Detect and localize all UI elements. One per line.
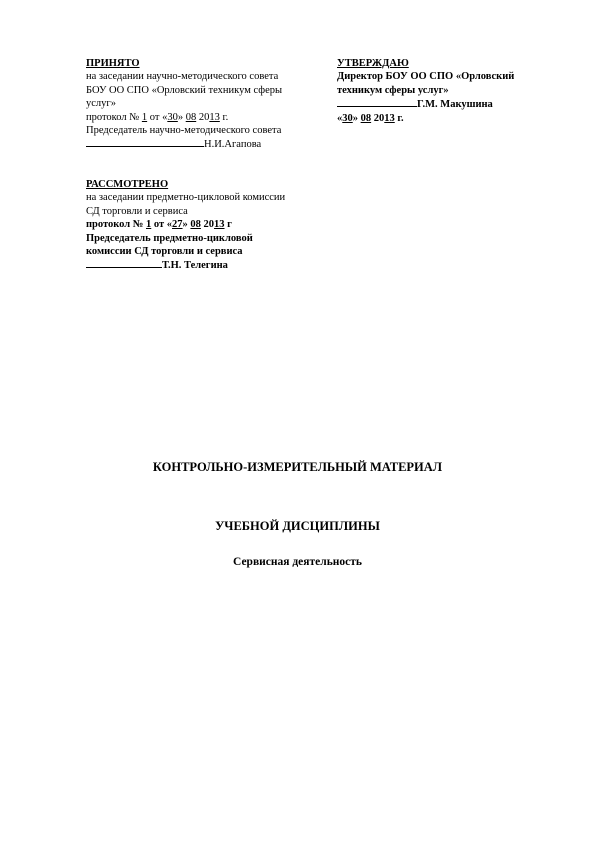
document-title-line-2: УЧЕБНОЙ ДИСЦИПЛИНЫ (215, 519, 380, 533)
approved-date-year-suffix: 13 (384, 112, 395, 124)
accepted-protocol-month-sep: » (177, 111, 184, 123)
reviewed-heading: РАССМОТРЕНО (86, 179, 169, 190)
reviewed-protocol-day: 27 (172, 219, 183, 231)
accepted-protocol-month: 08 (185, 111, 197, 123)
reviewed-block (86, 178, 285, 273)
accepted-protocol-prefix: протокол № (86, 111, 140, 123)
accepted-block (86, 57, 282, 152)
accepted-protocol-year-prefix: 20 (198, 111, 210, 123)
approved-date-tail: г. (397, 112, 404, 124)
approved-line-1: Директор БОУ ОО СПО «Орловский (337, 71, 515, 83)
approved-date-close: » (352, 112, 358, 124)
accepted-chair: Председатель научно-методического совета (86, 125, 282, 137)
reviewed-signature-line (86, 258, 285, 272)
approved-signature-line (337, 97, 514, 111)
approved-date-day: 30 (342, 112, 353, 124)
reviewed-protocol-month: 08 (190, 219, 201, 231)
approved-date-year-prefix: 20 (373, 112, 385, 124)
approved-line-2: техникум сферы услуг» (337, 84, 449, 96)
approved-signer: Г.М. Макушина (417, 99, 493, 111)
accepted-signer: Н.И.Агапова (204, 139, 262, 151)
reviewed-protocol-year-prefix: 20 (203, 219, 215, 231)
document-subject: Сервисная деятельность (233, 556, 362, 568)
document-title-line-1: КОНТРОЛЬНО-ИЗМЕРИТЕЛЬНЫЙ МАТЕРИАЛ (152, 460, 443, 474)
approved-date-month: 08 (360, 112, 372, 124)
accepted-protocol-day: 30 (167, 111, 178, 123)
reviewed-protocol-prefix: протокол № (86, 219, 144, 231)
accepted-protocol-from: от « (149, 111, 168, 123)
approved-date-line (337, 112, 514, 125)
accepted-line-2: БОУ ОО СПО «Орловский техникум сферы (86, 84, 283, 96)
approved-block (337, 57, 514, 125)
accepted-signature-line (86, 137, 282, 151)
accepted-protocol-year-suffix: 13 (209, 111, 220, 123)
accepted-line-1: на заседании научно-методического совета (86, 71, 279, 83)
approved-signature-underline (337, 97, 417, 107)
accepted-protocol-year-tail: г. (222, 111, 229, 123)
accepted-protocol-number: 1 (141, 111, 148, 123)
approved-heading: УТВЕРЖДАЮ (337, 58, 409, 69)
reviewed-signer: Т.Н. Телегина (162, 260, 228, 272)
reviewed-protocol-number: 1 (146, 219, 152, 231)
reviewed-protocol-line (86, 218, 285, 231)
reviewed-line-2: СД торговли и сервиса (86, 205, 188, 217)
accepted-line-3: услуг» (86, 98, 116, 110)
accepted-heading: ПРИНЯТО (86, 58, 140, 69)
reviewed-line-1: на заседании предметно-цикловой комиссии (86, 192, 286, 204)
reviewed-signature-underline (86, 258, 162, 268)
approved-date-open: « (337, 112, 343, 124)
reviewed-chair-line-2: комиссии СД торговли и сервиса (86, 246, 243, 258)
reviewed-protocol-from: от « (153, 219, 173, 231)
reviewed-protocol-month-sep: » (182, 219, 188, 231)
reviewed-protocol-year-suffix: 13 (214, 219, 225, 231)
accepted-protocol-line (86, 111, 282, 124)
reviewed-chair-line-1: Председатель предметно-цикловой (86, 232, 253, 244)
accepted-signature-underline (86, 137, 204, 147)
reviewed-protocol-year-tail: г (227, 219, 232, 231)
